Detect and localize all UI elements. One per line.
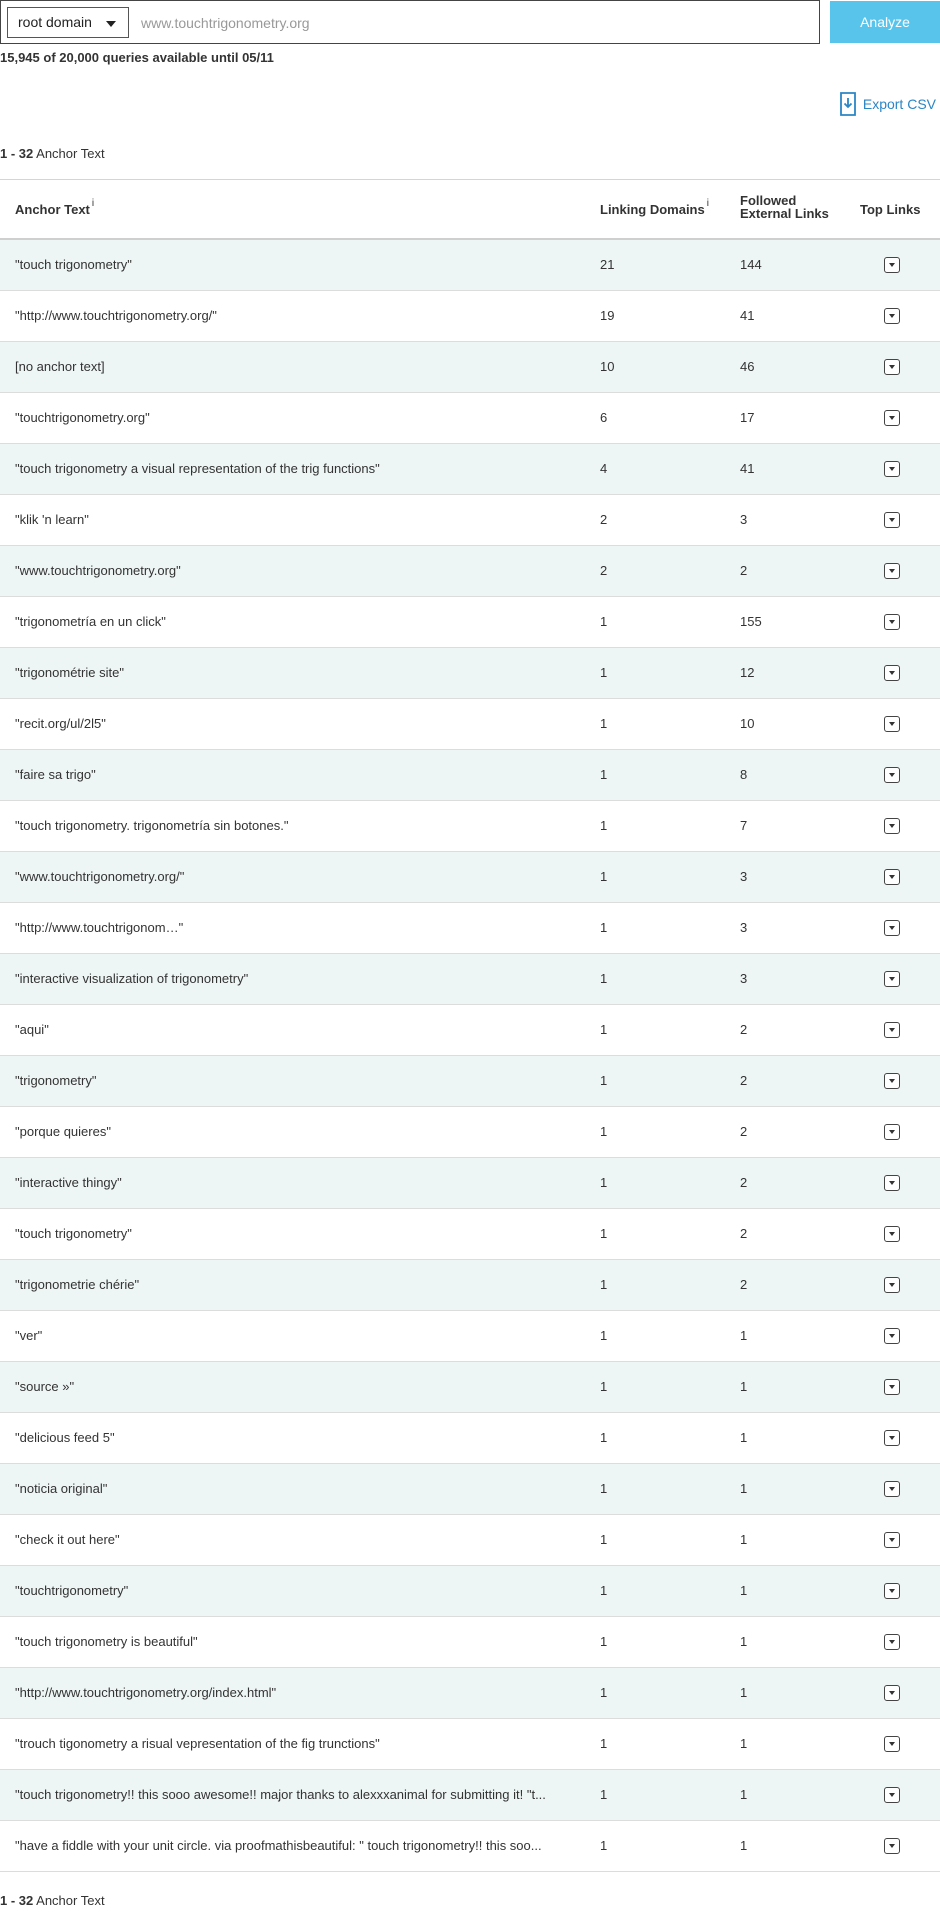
expand-top-links-icon[interactable] — [884, 1634, 900, 1650]
table-row — [0, 699, 940, 750]
followed-links-cell: 8 — [740, 767, 748, 782]
expand-top-links-icon[interactable] — [884, 563, 900, 579]
followed-links-cell: 10 — [740, 716, 755, 731]
linking-domains-cell: 1 — [600, 869, 608, 884]
expand-top-links-icon[interactable] — [884, 767, 900, 783]
linking-domains-cell: 1 — [600, 1634, 608, 1649]
anchor-text-cell: "trigonometría en un click" — [15, 614, 166, 629]
results-range-top — [0, 146, 105, 161]
table-row — [0, 240, 940, 291]
table-row — [0, 1107, 940, 1158]
table-row — [0, 444, 940, 495]
linking-domains-cell: 1 — [600, 716, 608, 731]
column-header-linking-domains[interactable] — [600, 198, 709, 217]
linking-domains-cell: 1 — [600, 1379, 608, 1394]
anchor-text-cell: "ver" — [15, 1328, 43, 1343]
followed-links-cell: 1 — [740, 1430, 748, 1445]
anchor-text-cell: "touchtrigonometry" — [15, 1583, 129, 1598]
info-icon[interactable]: i — [706, 198, 709, 209]
followed-links-cell: 41 — [740, 308, 755, 323]
anchor-text-cell: "trigonometry" — [15, 1073, 97, 1088]
table-row — [0, 1821, 940, 1872]
analyze-button[interactable]: Analyze — [830, 1, 940, 43]
export-csv-button[interactable] — [839, 92, 936, 116]
anchor-text-cell: "touch trigonometry a visual representation of the trig functions" — [15, 461, 380, 476]
linking-domains-cell: 21 — [600, 257, 615, 272]
expand-top-links-icon[interactable] — [884, 1685, 900, 1701]
expand-top-links-icon[interactable] — [884, 1838, 900, 1854]
followed-links-cell: 3 — [740, 869, 748, 884]
anchor-text-cell: "interactive thingy" — [15, 1175, 122, 1190]
table-row — [0, 954, 940, 1005]
linking-domains-cell: 1 — [600, 1736, 608, 1751]
followed-links-cell: 1 — [740, 1328, 748, 1343]
anchor-text-cell: "aqui" — [15, 1022, 49, 1037]
linking-domains-cell: 1 — [600, 1430, 608, 1445]
followed-links-cell: 1 — [740, 1685, 748, 1700]
followed-links-cell: 1 — [740, 1787, 748, 1802]
followed-links-cell: 1 — [740, 1838, 748, 1853]
anchor-text-cell: "recit.org/ul/2l5" — [15, 716, 106, 731]
table-row — [0, 1209, 940, 1260]
followed-links-cell: 2 — [740, 1277, 748, 1292]
expand-top-links-icon[interactable] — [884, 1328, 900, 1344]
export-csv-label: Export CSV — [862, 96, 936, 112]
anchor-text-cell: [no anchor text] — [15, 359, 105, 374]
table-row — [0, 495, 940, 546]
expand-top-links-icon[interactable] — [884, 1175, 900, 1191]
expand-top-links-icon[interactable] — [884, 1787, 900, 1803]
followed-links-cell: 2 — [740, 563, 748, 578]
anchor-text-cell: "touch trigonometry" — [15, 257, 132, 272]
chevron-down-icon — [106, 21, 116, 27]
anchor-text-cell: "porque quieres" — [15, 1124, 111, 1139]
linking-domains-cell: 1 — [600, 665, 608, 680]
table-row — [0, 342, 940, 393]
expand-top-links-icon[interactable] — [884, 1583, 900, 1599]
followed-links-cell: 12 — [740, 665, 755, 680]
results-range-label: Anchor Text — [36, 146, 105, 161]
linking-domains-cell: 1 — [600, 1583, 608, 1598]
anchor-text-cell: "www.touchtrigonometry.org" — [15, 563, 181, 578]
linking-domains-cell: 1 — [600, 1481, 608, 1496]
table-row — [0, 903, 940, 954]
download-icon — [839, 92, 857, 116]
followed-links-cell: 3 — [740, 920, 748, 935]
linking-domains-cell: 1 — [600, 1838, 608, 1853]
followed-links-cell: 2 — [740, 1124, 748, 1139]
linking-domains-cell: 6 — [600, 410, 608, 425]
anchor-text-cell: "http://www.touchtrigonometry.org/index.html" — [15, 1685, 277, 1700]
linking-domains-cell: 10 — [600, 359, 615, 374]
expand-top-links-icon[interactable] — [884, 1532, 900, 1548]
expand-top-links-icon[interactable] — [884, 359, 900, 375]
expand-top-links-icon[interactable] — [884, 1430, 900, 1446]
table-row — [0, 801, 940, 852]
anchor-text-cell: "faire sa trigo" — [15, 767, 96, 782]
anchor-text-cell: "interactive visualization of trigonometry" — [15, 971, 249, 986]
linking-domains-cell: 1 — [600, 614, 608, 629]
table-row — [0, 393, 940, 444]
anchor-text-cell: "touch trigonometry" — [15, 1226, 132, 1241]
followed-links-cell: 1 — [740, 1583, 748, 1598]
expand-top-links-icon[interactable] — [884, 614, 900, 630]
linking-domains-cell: 1 — [600, 1328, 608, 1343]
column-header-top-links: Top Links — [860, 202, 921, 217]
anchor-text-cell: "trigonométrie site" — [15, 665, 124, 680]
linking-domains-cell: 1 — [600, 1685, 608, 1700]
linking-domains-cell: 19 — [600, 308, 615, 323]
anchor-text-cell: "have a fiddle with your unit circle. via proofmathisbeautiful: " touch trigonometry!! this soo... — [15, 1838, 542, 1853]
linking-domains-cell: 2 — [600, 512, 608, 527]
table-row — [0, 1260, 940, 1311]
table-row — [0, 1311, 940, 1362]
column-header-followed-line2: External Links — [740, 206, 829, 221]
linking-domains-cell: 4 — [600, 461, 608, 476]
table-row — [0, 1056, 940, 1107]
table-row — [0, 648, 940, 699]
linking-domains-cell: 1 — [600, 1175, 608, 1190]
followed-links-cell: 2 — [740, 1175, 748, 1190]
linking-domains-cell: 1 — [600, 767, 608, 782]
table-row — [0, 852, 940, 903]
expand-top-links-icon[interactable] — [884, 461, 900, 477]
anchor-text-cell: "touch trigonometry!! this sooo awesome!! major thanks to alexxxanimal for submitting it! "t... — [15, 1787, 546, 1802]
table-row — [0, 1617, 940, 1668]
results-range-numbers: 1 - 32 — [0, 146, 34, 161]
anchor-text-cell: "trouch tigonometry a risual vepresentation of the fig trunctions" — [15, 1736, 380, 1751]
linking-domains-cell: 1 — [600, 1073, 608, 1088]
anchor-text-cell: "http://www.touchtrigonom…" — [15, 920, 184, 935]
anchor-text-cell: "touchtrigonometry.org" — [15, 410, 150, 425]
linking-domains-cell: 1 — [600, 818, 608, 833]
followed-links-cell: 155 — [740, 614, 762, 629]
followed-links-cell: 1 — [740, 1532, 748, 1547]
followed-links-cell: 7 — [740, 818, 748, 833]
expand-top-links-icon[interactable] — [884, 869, 900, 885]
linking-domains-cell: 1 — [600, 1022, 608, 1037]
expand-top-links-icon[interactable] — [884, 308, 900, 324]
expand-top-links-icon[interactable] — [884, 1379, 900, 1395]
table-row — [0, 1362, 940, 1413]
column-header-anchor-text-label: Anchor Text — [15, 202, 90, 217]
anchor-text-table — [0, 179, 940, 1872]
scope-select-label: root domain — [18, 14, 92, 30]
linking-domains-cell: 1 — [600, 1532, 608, 1547]
followed-links-cell: 1 — [740, 1481, 748, 1496]
linking-domains-cell: 1 — [600, 920, 608, 935]
results-range-numbers: 1 - 32 — [0, 1893, 34, 1908]
followed-links-cell: 3 — [740, 971, 748, 986]
expand-top-links-icon[interactable] — [884, 1073, 900, 1089]
table-row — [0, 597, 940, 648]
expand-top-links-icon[interactable] — [884, 512, 900, 528]
table-row — [0, 291, 940, 342]
results-range-label: Anchor Text — [36, 1893, 105, 1908]
linking-domains-cell: 1 — [600, 1124, 608, 1139]
table-row — [0, 1158, 940, 1209]
followed-links-cell: 17 — [740, 410, 755, 425]
anchor-text-cell: "www.touchtrigonometry.org/" — [15, 869, 185, 884]
anchor-text-cell: "klik 'n learn" — [15, 512, 89, 527]
followed-links-cell: 2 — [740, 1022, 748, 1037]
table-row — [0, 1005, 940, 1056]
expand-top-links-icon[interactable] — [884, 1226, 900, 1242]
expand-top-links-icon[interactable] — [884, 716, 900, 732]
followed-links-cell: 1 — [740, 1379, 748, 1394]
followed-links-cell: 144 — [740, 257, 762, 272]
expand-top-links-icon[interactable] — [884, 410, 900, 426]
anchor-text-cell: "noticia original" — [15, 1481, 108, 1496]
column-header-anchor-text[interactable] — [15, 198, 95, 217]
followed-links-cell: 2 — [740, 1226, 748, 1241]
table-row — [0, 1566, 940, 1617]
info-icon[interactable]: i — [91, 198, 95, 209]
followed-links-cell: 46 — [740, 359, 755, 374]
table-row — [0, 1668, 940, 1719]
column-header-followed-external-links[interactable] — [740, 194, 829, 220]
expand-top-links-icon[interactable] — [884, 920, 900, 936]
anchor-text-cell: "trigonometrie chérie" — [15, 1277, 140, 1292]
anchor-text-cell: "http://www.touchtrigonometry.org/" — [15, 308, 217, 323]
expand-top-links-icon[interactable] — [884, 1124, 900, 1140]
table-row — [0, 750, 940, 801]
table-row — [0, 1413, 940, 1464]
linking-domains-cell: 1 — [600, 1277, 608, 1292]
expand-top-links-icon[interactable] — [884, 665, 900, 681]
expand-top-links-icon[interactable] — [884, 818, 900, 834]
anchor-text-cell: "touch trigonometry is beautiful" — [15, 1634, 198, 1649]
table-row — [0, 1770, 940, 1821]
table-row — [0, 1515, 940, 1566]
search-bar — [0, 0, 940, 44]
expand-top-links-icon[interactable] — [884, 1481, 900, 1497]
linking-domains-cell: 1 — [600, 971, 608, 986]
url-input[interactable] — [141, 7, 801, 38]
followed-links-cell: 3 — [740, 512, 748, 527]
followed-links-cell: 1 — [740, 1736, 748, 1751]
table-row — [0, 1719, 940, 1770]
expand-top-links-icon[interactable] — [884, 1022, 900, 1038]
linking-domains-cell: 2 — [600, 563, 608, 578]
column-header-followed-line1: Followed — [740, 193, 797, 208]
expand-top-links-icon[interactable] — [884, 1736, 900, 1752]
results-range-bottom — [0, 1893, 105, 1908]
column-header-linking-domains-label: Linking Domains — [600, 202, 705, 217]
quota-text: 15,945 of 20,000 queries available until 05/11 — [0, 50, 274, 65]
expand-top-links-icon[interactable] — [884, 257, 900, 273]
followed-links-cell: 41 — [740, 461, 755, 476]
anchor-text-cell: "delicious feed 5" — [15, 1430, 115, 1445]
anchor-text-cell: "source »" — [15, 1379, 75, 1394]
search-box — [0, 0, 820, 44]
expand-top-links-icon[interactable] — [884, 1277, 900, 1293]
followed-links-cell: 2 — [740, 1073, 748, 1088]
linking-domains-cell: 1 — [600, 1787, 608, 1802]
anchor-text-cell: "check it out here" — [15, 1532, 120, 1547]
scope-select[interactable] — [7, 7, 129, 38]
followed-links-cell: 1 — [740, 1634, 748, 1649]
table-row — [0, 1464, 940, 1515]
table-row — [0, 546, 940, 597]
anchor-text-cell: "touch trigonometry. trigonometría sin botones." — [15, 818, 289, 833]
linking-domains-cell: 1 — [600, 1226, 608, 1241]
table-body — [0, 240, 940, 1872]
expand-top-links-icon[interactable] — [884, 971, 900, 987]
table-header — [0, 180, 940, 240]
